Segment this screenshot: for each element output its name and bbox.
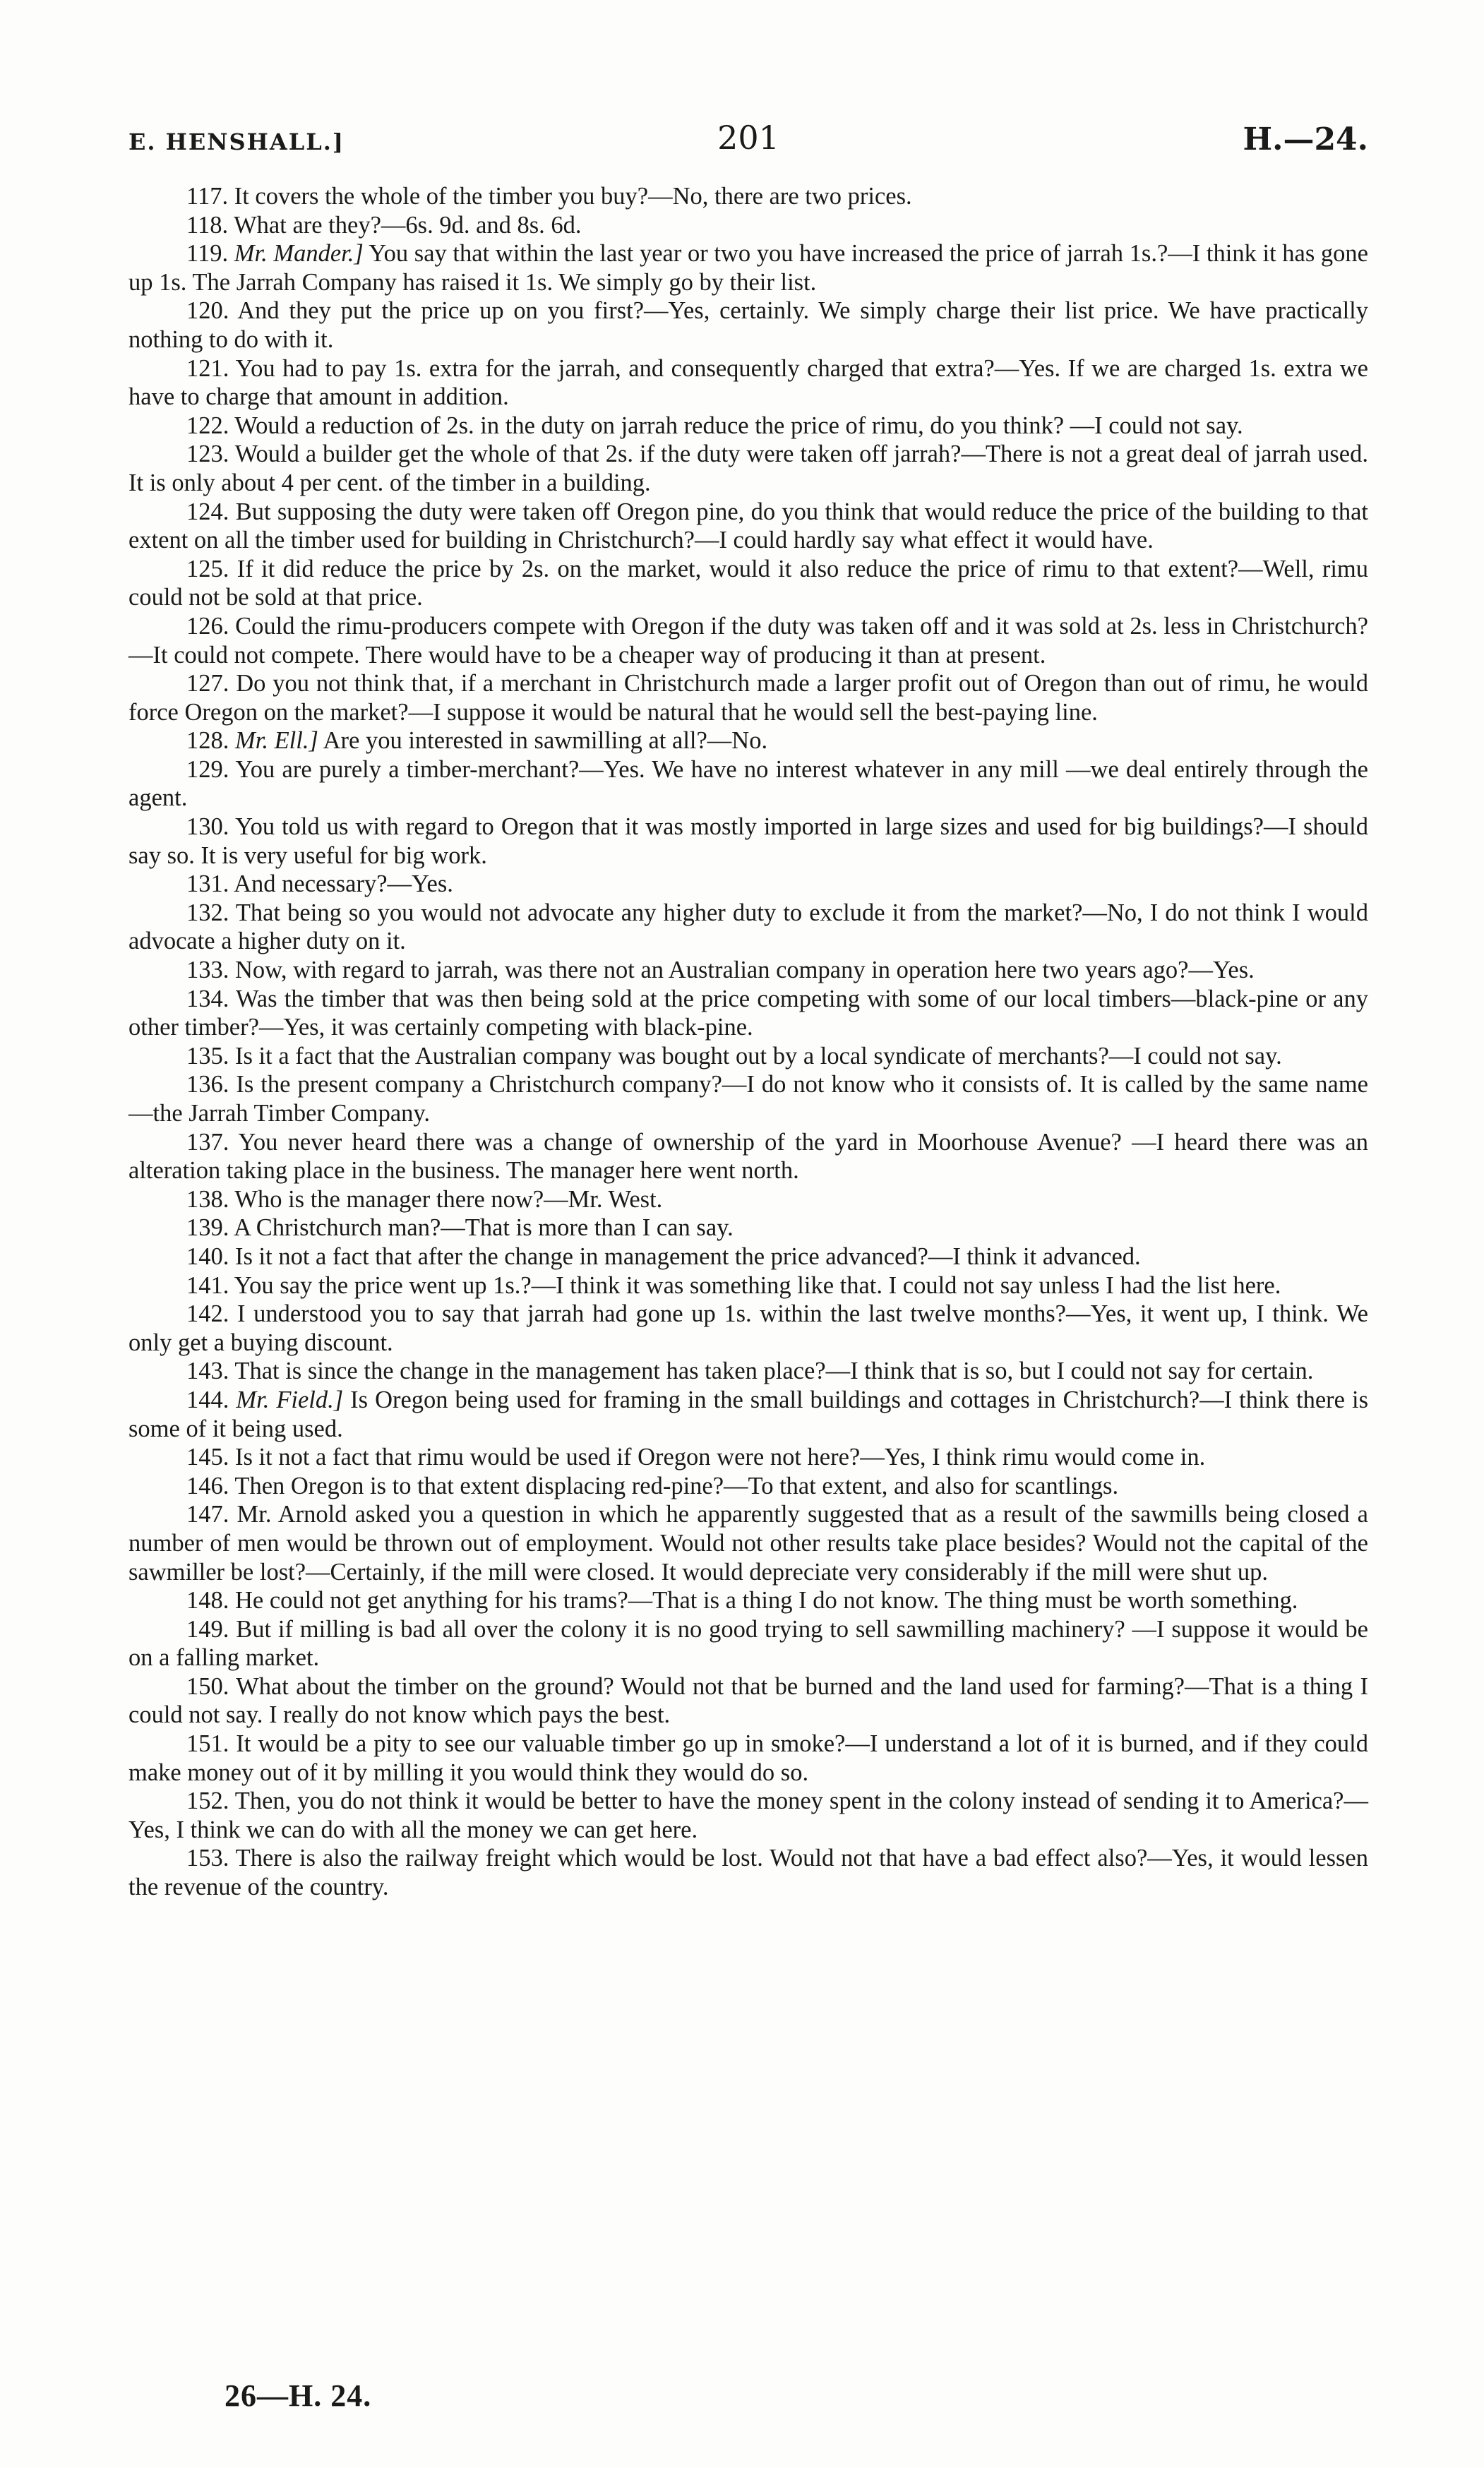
question-paragraph	[128, 1128, 1368, 1185]
question-answer-text: But supposing the duty were taken off Oregon pine, do you think that would reduce the price of the building to that extent on all the timber used for building in Christchurch?—I could hardly say what effect it would have.	[128, 498, 1368, 554]
question-answer-text: Then Oregon is to that extent displacing red-pine?—To that extent, and also for scantlings.	[229, 1472, 1119, 1499]
question-paragraph	[128, 1214, 1368, 1242]
question-paragraph	[128, 1730, 1368, 1787]
question-answer-text: You never heard there was a change of ownership of the yard in Moorhouse Avenue? —I heard there was an alteration taking place in the business. The manager here went north.	[128, 1128, 1368, 1185]
question-number: 117.	[186, 183, 229, 210]
question-number: 123.	[186, 441, 229, 468]
question-number: 122.	[186, 412, 229, 439]
question-paragraph	[128, 612, 1368, 669]
question-answer-text: A Christchurch man?—That is more than I can say.	[229, 1214, 734, 1242]
question-paragraph	[128, 211, 1368, 240]
question-paragraph	[128, 1300, 1368, 1357]
question-answer-text: Now, with regard to jarrah, was there not an Australian company in operation here two years ago?—Yes.	[229, 957, 1255, 984]
question-answer-text: But if milling is bad all over the colony it is no good trying to sell sawmilling machinery? —I suppose it would be on a falling market.	[128, 1615, 1368, 1672]
question-answer-text: That being so you would not advocate any higher duty to exclude it from the market?—No, I do not think I would advocate a higher duty on it.	[128, 899, 1368, 955]
question-number: 129.	[186, 755, 229, 783]
question-paragraph	[128, 1586, 1368, 1615]
question-paragraph	[128, 182, 1368, 211]
question-answer-text: Is it not a fact that after the change in management the price advanced?—I think it advanced.	[229, 1242, 1141, 1270]
header-witness-name: E. HENSHALL.]	[128, 128, 345, 155]
question-paragraph	[128, 1357, 1368, 1386]
question-answer-text: You are purely a timber-merchant?—Yes. We have no interest whatever in any mill —we deal entirely through the agent.	[128, 755, 1368, 812]
question-number: 138.	[186, 1185, 229, 1213]
question-number: 135.	[186, 1042, 229, 1070]
question-number: 145.	[186, 1444, 229, 1471]
question-number: 120.	[186, 297, 229, 325]
question-number: 142.	[186, 1300, 229, 1328]
question-answer-text: You told us with regard to Oregon that it was mostly imported in large sizes and used for big buildings?—I should say so. It is very useful for big work.	[128, 813, 1368, 869]
question-answer-text: What are they?—6s. 9d. and 8s. 6d.	[228, 211, 582, 239]
question-paragraph	[128, 1672, 1368, 1730]
question-answer-text: It would be a pity to see our valuable timber go up in smoke?—I understand a lot of it is burned, and if they could make money out of it by milling it you would think they would do so.	[128, 1730, 1368, 1786]
question-number: 126.	[186, 612, 229, 640]
question-paragraph	[128, 985, 1368, 1042]
page-header	[128, 119, 1368, 168]
question-number: 132.	[186, 899, 229, 926]
question-paragraph	[128, 1500, 1368, 1586]
question-paragraph	[128, 1042, 1368, 1071]
evidence-transcript	[128, 182, 1368, 1902]
question-answer-text: Is Oregon being used for framing in the small buildings and cottages in Christchurch?—I think there is some of it being used.	[128, 1386, 1368, 1442]
question-answer-text: And necessary?—Yes.	[229, 870, 453, 898]
question-answer-text: You say that within the last year or two you have increased the price of jarrah 1s.?—I think it has gone up 1s. The Jarrah Company has raised it 1s. We simply go by their list.	[128, 240, 1368, 296]
question-number: 131.	[186, 870, 229, 898]
question-answer-text: Who is the manager there now?—Mr. West.	[229, 1185, 663, 1213]
question-paragraph	[128, 870, 1368, 899]
question-paragraph	[128, 1615, 1368, 1672]
question-paragraph	[128, 1185, 1368, 1214]
question-paragraph	[128, 1443, 1368, 1472]
question-paragraph	[128, 1271, 1368, 1300]
question-answer-text: That is since the change in the management has taken place?—I think that is so, but I could not say for certain.	[229, 1358, 1314, 1385]
question-paragraph	[128, 296, 1368, 354]
question-answer-text: Could the rimu-producers compete with Oregon if the duty was taken off and it was sold at 2s. less in Christchurch?—It could not compete. There would have to be a cheaper way of producing it than at present.	[128, 612, 1368, 669]
question-number: 121.	[186, 354, 229, 382]
question-answer-text: Was the timber that was then being sold at the price competing with some of our local timbers—black-pine or any other timber?—Yes, it was certainly competing with black-pine.	[128, 985, 1368, 1041]
question-answer-text: Do you not think that, if a merchant in Christchurch made a larger profit out of Oregon than out of rimu, he would force Oregon on the market?—I suppose it would be natural that he would sell the best-paying line.	[128, 670, 1368, 726]
question-number: 149.	[186, 1615, 229, 1643]
header-document-code: H.—24.	[1243, 121, 1368, 157]
question-number: 128.	[186, 727, 229, 755]
question-paragraph	[128, 440, 1368, 497]
question-number: 130.	[186, 813, 229, 841]
question-paragraph	[128, 899, 1368, 956]
question-answer-text: I understood you to say that jarrah had gone up 1s. within the last twelve months?—Yes, it went up, I think. We only get a buying discount.	[128, 1300, 1368, 1356]
speaker-name: Mr. Mander.]	[228, 240, 364, 268]
question-number: 150.	[186, 1672, 229, 1700]
question-number: 151.	[186, 1730, 229, 1758]
question-paragraph	[128, 354, 1368, 412]
question-paragraph	[128, 1070, 1368, 1127]
question-paragraph	[128, 412, 1368, 441]
question-number: 134.	[186, 985, 229, 1012]
question-answer-text: Would a reduction of 2s. in the duty on jarrah reduce the price of rimu, do you think? —I could not say.	[229, 412, 1243, 439]
question-number: 140.	[186, 1242, 229, 1270]
question-number: 143.	[186, 1358, 229, 1385]
question-answer-text: If it did reduce the price by 2s. on the market, would it also reduce the price of rimu to that extent?—Well, rimu could not be sold at that price.	[128, 555, 1368, 611]
question-number: 125.	[186, 555, 229, 582]
question-number: 137.	[186, 1128, 229, 1156]
question-paragraph	[128, 813, 1368, 870]
question-answer-text: You had to pay 1s. extra for the jarrah, and consequently charged that extra?—Yes. If we are charged 1s. extra we have to charge that amount in addition.	[128, 354, 1368, 411]
question-answer-text: There is also the railway freight which would be lost. Would not that have a bad effect also?—Yes, it would lessen the revenue of the country.	[128, 1845, 1368, 1901]
question-number: 144.	[186, 1386, 229, 1413]
question-paragraph	[128, 555, 1368, 612]
question-paragraph	[128, 1242, 1368, 1271]
question-paragraph	[128, 956, 1368, 985]
question-number: 124.	[186, 498, 229, 525]
question-answer-text: Would a builder get the whole of that 2s. if the duty were taken off jarrah?—There is not a great deal of jarrah used. It is only about 4 per cent. of the timber in a building.	[128, 441, 1368, 496]
question-paragraph	[128, 1472, 1368, 1501]
question-paragraph	[128, 1787, 1368, 1844]
question-answer-text: Are you interested in sawmilling at all?—No.	[318, 727, 768, 755]
page-number: 201	[717, 119, 779, 157]
question-number: 141.	[186, 1271, 229, 1299]
question-number: 153.	[186, 1845, 229, 1872]
speaker-name: Mr. Ell.]	[229, 727, 318, 755]
question-number: 119.	[186, 240, 229, 268]
question-number: 147.	[186, 1501, 229, 1528]
question-number: 146.	[186, 1472, 229, 1499]
question-paragraph	[128, 1844, 1368, 1901]
question-number: 139.	[186, 1214, 229, 1242]
question-answer-text: You say the price went up 1s.?—I think it was something like that. I could not say unless I had the list here.	[229, 1271, 1281, 1299]
question-answer-text: Is the present company a Christchurch company?—I do not know who it consists of. It is called by the same name—the Jarrah Timber Company.	[128, 1071, 1368, 1127]
question-number: 152.	[186, 1787, 229, 1815]
question-answer-text: Is it not a fact that rimu would be used if Oregon were not here?—Yes, I think rimu would come in.	[229, 1444, 1206, 1471]
question-answer-text: He could not get anything for his trams?—That is a thing I do not know. The thing must be worth something.	[229, 1587, 1298, 1615]
question-number: 136.	[186, 1071, 229, 1098]
question-answer-text: And they put the price up on you first?—Yes, certainly. We simply charge their list price. We have practically nothing to do with it.	[128, 297, 1368, 353]
printer-signature: 26—H. 24.	[225, 2378, 372, 2413]
question-paragraph	[128, 1386, 1368, 1443]
question-paragraph	[128, 755, 1368, 813]
question-paragraph	[128, 726, 1368, 755]
question-number: 118.	[186, 211, 229, 239]
speaker-name: Mr. Field.]	[229, 1386, 344, 1413]
question-answer-text: Mr. Arnold asked you a question in which he apparently suggested that as a result of the sawmills being closed a number of men would be thrown out of employment. Would not other results take place besides? Would not the capital of the sawmiller be lost?—Certainly, if the mill were closed. It would depreciate very considerably if the mill were shut up.	[128, 1501, 1368, 1586]
question-number: 127.	[186, 670, 229, 697]
question-answer-text: It covers the whole of the timber you buy?—No, there are two prices.	[228, 183, 912, 210]
question-answer-text: Then, you do not think it would be better to have the money spent in the colony instead of sending it to America?—Yes, I think we can do with all the money we can get here.	[128, 1787, 1368, 1843]
question-answer-text: Is it a fact that the Australian company was bought out by a local syndicate of merchants?—I could not say.	[229, 1042, 1282, 1070]
question-number: 133.	[186, 957, 229, 984]
question-paragraph	[128, 669, 1368, 726]
question-paragraph	[128, 239, 1368, 296]
question-paragraph	[128, 498, 1368, 555]
question-answer-text: What about the timber on the ground? Would not that be burned and the land used for farming?—That is a thing I could not say. I really do not know which pays the best.	[128, 1672, 1368, 1729]
question-number: 148.	[186, 1587, 229, 1615]
